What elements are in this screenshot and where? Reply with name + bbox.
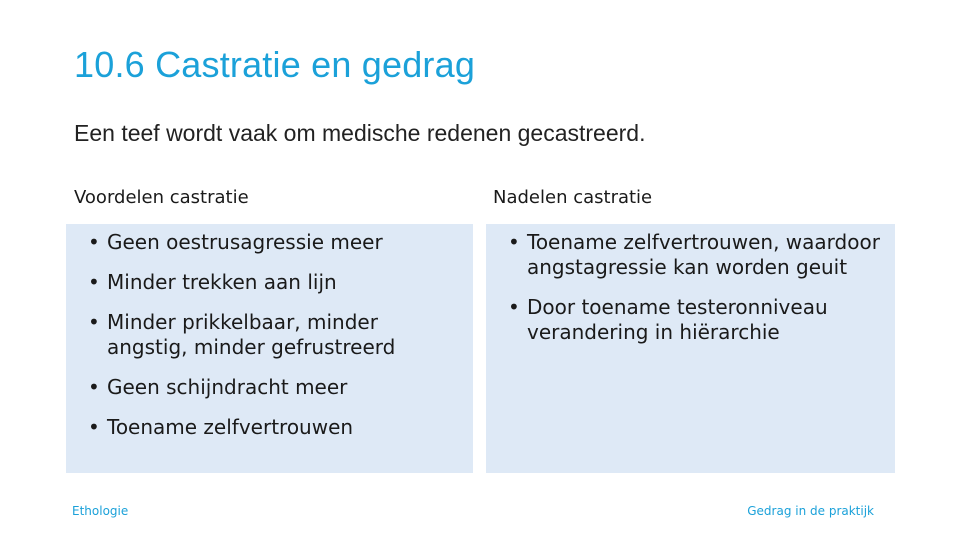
list-item-text: Toename zelfvertrouwen, waardoor angstagressie kan worden geuit xyxy=(527,230,880,279)
list-item-text: Minder prikkelbaar, minder angstig, minder gefrustreerd xyxy=(107,310,396,359)
list-item-text: Geen oestrusagressie meer xyxy=(107,230,383,254)
bullet-icon: • xyxy=(88,230,100,254)
list-item xyxy=(88,375,463,400)
list-item xyxy=(508,230,885,280)
bullet-icon: • xyxy=(88,270,100,294)
advantages-heading: Voordelen castratie xyxy=(74,187,249,208)
list-item xyxy=(88,270,463,295)
bullet-icon: • xyxy=(508,295,520,319)
list-item xyxy=(508,295,885,345)
list-item xyxy=(88,415,463,440)
list-item-text: Toename zelfvertrouwen xyxy=(107,415,354,439)
list-item-text: Door toename testeronniveau verandering in hiërarchie xyxy=(527,295,828,344)
footer-course-name: Ethologie xyxy=(72,504,129,518)
list-item-text: Minder trekken aan lijn xyxy=(107,270,337,294)
intro-text: Een teef wordt vaak om medische redenen gecastreerd. xyxy=(74,120,646,146)
advantages-panel xyxy=(66,224,473,473)
list-item xyxy=(88,230,463,255)
bullet-icon: • xyxy=(88,415,100,439)
list-item-text: Geen schijndracht meer xyxy=(107,375,348,399)
list-item xyxy=(88,310,463,360)
bullet-icon: • xyxy=(88,310,100,334)
slide-title: 10.6 Castratie en gedrag xyxy=(74,44,476,85)
disadvantages-list xyxy=(508,230,885,345)
bullet-icon: • xyxy=(508,230,520,254)
footer-module-name: Gedrag in de praktijk xyxy=(747,504,874,518)
advantages-list xyxy=(88,230,463,440)
bullet-icon: • xyxy=(88,375,100,399)
disadvantages-panel xyxy=(486,224,895,473)
disadvantages-heading: Nadelen castratie xyxy=(493,187,653,208)
